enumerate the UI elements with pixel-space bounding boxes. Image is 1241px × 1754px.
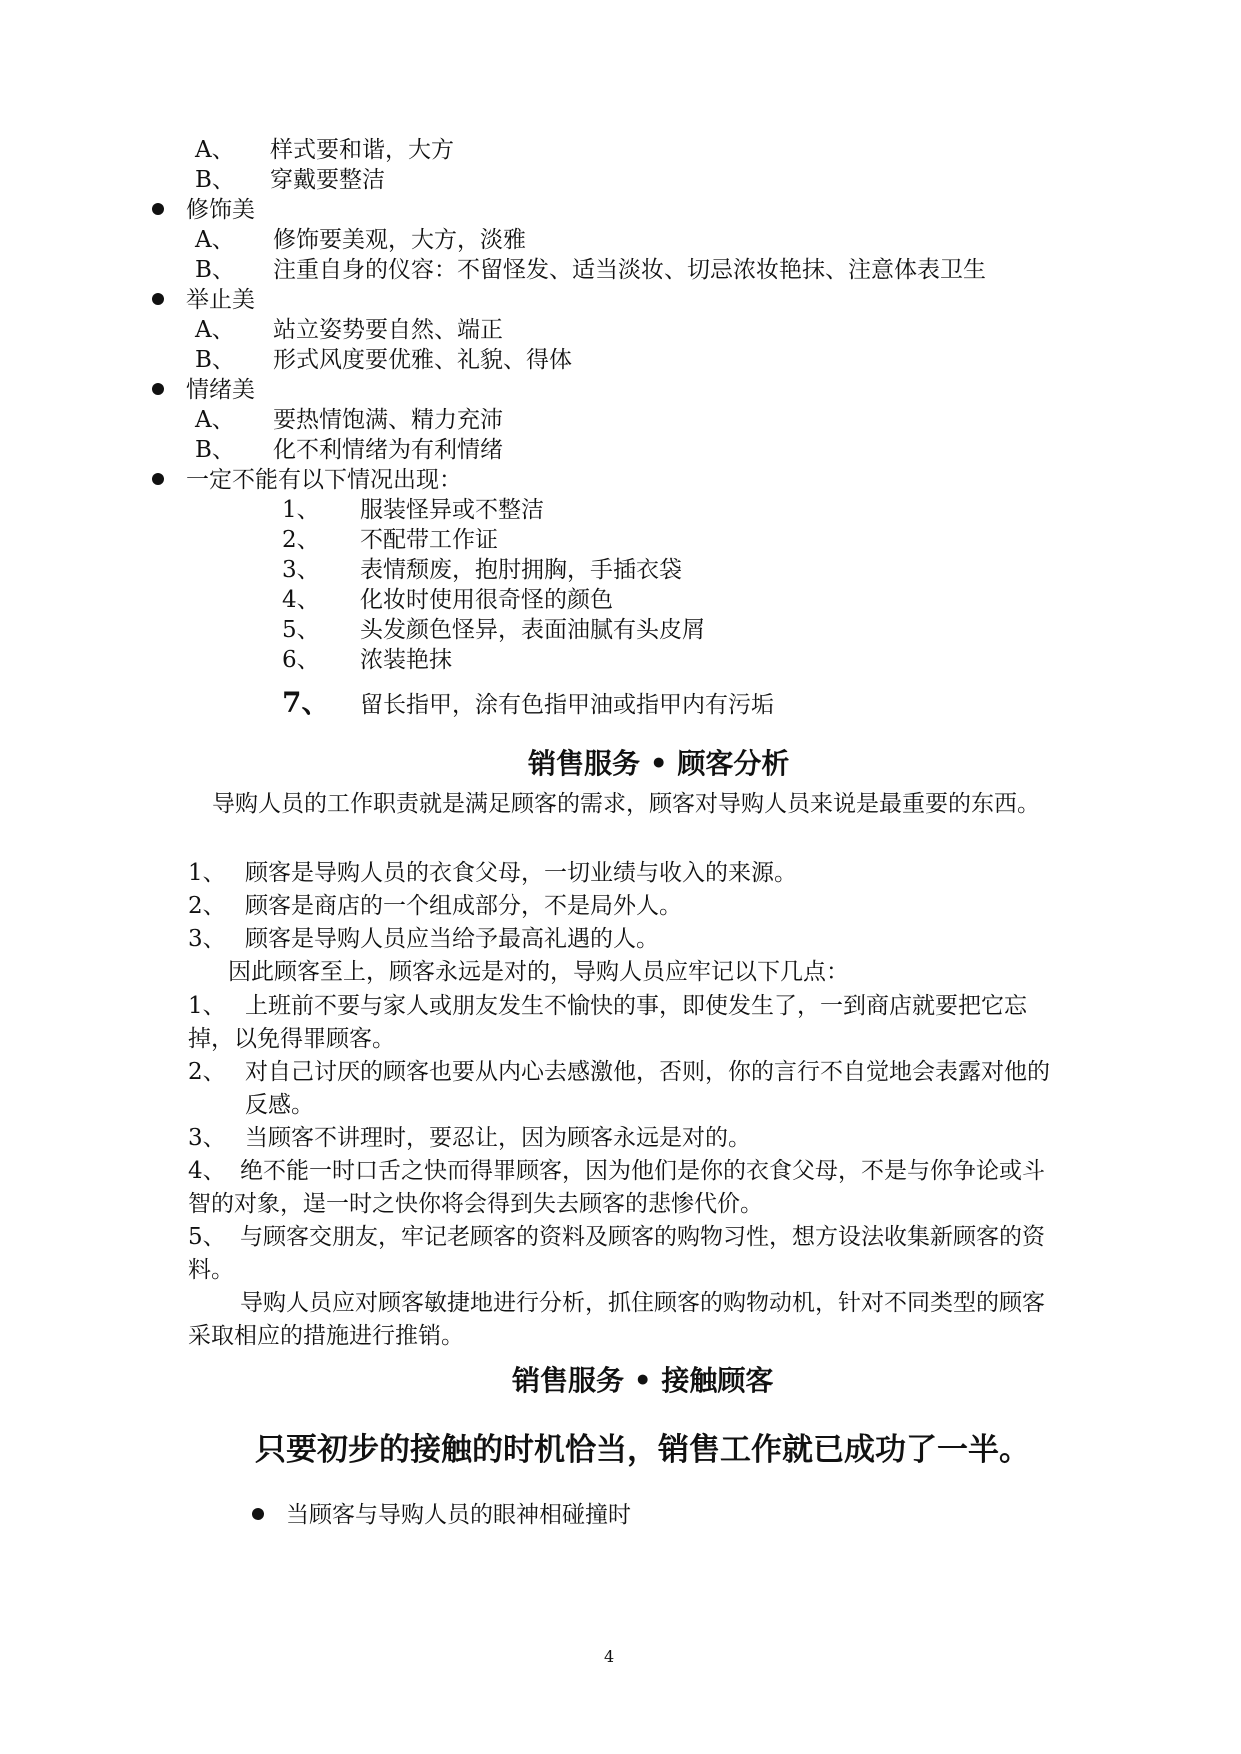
item-marker: B、 <box>195 347 235 373</box>
list-item <box>195 255 986 285</box>
list-item <box>188 858 797 888</box>
bullet-dot-icon <box>152 293 164 305</box>
item-text: 修饰美 <box>186 197 255 223</box>
bullet-heading <box>152 195 255 225</box>
section-heading: 销售服务 • 接触顾客 <box>512 1364 774 1397</box>
bullet-dot-icon <box>152 473 164 485</box>
item-text: 情绪美 <box>186 377 255 403</box>
item-marker: 1、 <box>188 993 226 1019</box>
item-text: 站立姿势要自然、端正 <box>273 317 503 343</box>
item-text: 形式风度要优雅、礼貌、得体 <box>273 347 572 373</box>
item-marker: 7、 <box>282 686 330 719</box>
item-text: 表情颓废，抱肘拥胸，手插衣袋 <box>360 557 682 583</box>
list-item <box>282 645 452 675</box>
item-marker: 3、 <box>188 926 226 952</box>
page-number: 4 <box>604 1647 615 1666</box>
list-item <box>282 585 613 615</box>
item-marker: B、 <box>195 437 235 463</box>
list-item <box>282 555 682 585</box>
item-marker: A、 <box>195 227 235 253</box>
item-marker: 3、 <box>282 557 320 583</box>
item-marker: B、 <box>195 167 235 193</box>
list-item <box>282 495 544 525</box>
rule-item <box>188 990 1053 1056</box>
item-text: 留长指甲，涂有色指甲油或指甲内有污垢 <box>360 692 774 718</box>
paragraph: 导购人员的工作职责就是满足顾客的需求，顾客对导购人员来说是最重要的东西。 <box>212 791 1040 817</box>
item-text: 举止美 <box>186 287 255 313</box>
item-marker: 1、 <box>188 860 226 886</box>
item-marker: 2、 <box>188 893 226 919</box>
list-item <box>195 405 503 435</box>
slogan: 只要初步的接触的时机恰当，销售工作就已成功了一半。 <box>255 1432 1030 1468</box>
section-heading: 销售服务 • 顾客分析 <box>528 747 790 780</box>
item-marker: B、 <box>195 257 235 283</box>
bullet-dot-icon <box>252 1508 264 1520</box>
item-text: 头发颜色怪异，表面油腻有头皮屑 <box>360 617 705 643</box>
item-text: 上班前不要与家人或朋友发生不愉快的事，即使发生了，一到商店就要把它忘掉，以免得罪顾客。 <box>188 993 1027 1052</box>
list-item <box>195 135 454 165</box>
item-text: 对自己讨厌的顾客也要从内心去感激他，否则，你的言行不自觉地会表露对他的反感。 <box>245 1059 1050 1118</box>
item-text: 穿戴要整洁 <box>270 167 385 193</box>
item-marker: 4、 <box>282 587 320 613</box>
item-marker: A、 <box>195 317 235 343</box>
paragraph: 因此顾客至上，顾客永远是对的，导购人员应牢记以下几点： <box>228 959 849 985</box>
bullet-item <box>252 1500 631 1530</box>
item-marker: A、 <box>195 137 235 163</box>
bullet-heading <box>152 465 462 495</box>
rule-item <box>188 1056 1053 1122</box>
bullet-heading <box>152 375 255 405</box>
item-text: 不配带工作证 <box>360 527 498 553</box>
item-marker: 5、 <box>188 1224 226 1250</box>
item-marker: 5、 <box>282 617 320 643</box>
list-item <box>188 891 682 921</box>
item-text: 当顾客不讲理时，要忍让，因为顾客永远是对的。 <box>245 1125 751 1151</box>
list-item <box>195 315 503 345</box>
item-text: 要热情饱满、精力充沛 <box>273 407 503 433</box>
bullet-dot-icon <box>152 203 164 215</box>
item-marker: 3、 <box>188 1125 226 1151</box>
list-item <box>282 688 774 720</box>
item-text: 浓装艳抹 <box>360 647 452 673</box>
bullet-dot-icon <box>152 383 164 395</box>
item-text: 与顾客交朋友，牢记老顾客的资料及顾客的购物习性，想方设法收集新顾客的资料。 <box>188 1224 1045 1283</box>
rule-item <box>188 1155 1053 1221</box>
bullet-heading <box>152 285 255 315</box>
item-marker: 6、 <box>282 647 320 673</box>
rule-item <box>188 1122 1053 1155</box>
item-marker: 2、 <box>282 527 320 553</box>
item-marker: 1、 <box>282 497 320 523</box>
list-item <box>195 165 385 195</box>
list-item <box>195 435 503 465</box>
item-text: 顾客是导购人员的衣食父母，一切业绩与收入的来源。 <box>245 860 797 886</box>
item-text: 服装怪异或不整洁 <box>360 497 544 523</box>
item-text: 顾客是商店的一个组成部分，不是局外人。 <box>245 893 682 919</box>
item-marker: A、 <box>195 407 235 433</box>
list-item <box>282 615 705 645</box>
item-marker: 4、 <box>188 1158 226 1184</box>
rule-item <box>188 1221 1053 1287</box>
item-marker: 2、 <box>188 1059 226 1085</box>
item-text: 一定不能有以下情况出现： <box>186 467 462 493</box>
item-text: 注重自身的仪容：不留怪发、适当淡妆、切忌浓妆艳抹、注意体表卫生 <box>273 257 986 283</box>
item-text: 化不利情绪为有利情绪 <box>273 437 503 463</box>
item-text: 化妆时使用很奇怪的颜色 <box>360 587 613 613</box>
list-item <box>188 924 659 954</box>
list-item <box>282 525 498 555</box>
item-text: 顾客是导购人员应当给予最高礼遇的人。 <box>245 926 659 952</box>
paragraph: 导购人员应对顾客敏捷地进行分析，抓住顾客的购物动机，针对不同类型的顾客采取相应的措施进行推销。 <box>188 1290 1045 1349</box>
item-text: 样式要和谐，大方 <box>270 137 454 163</box>
list-item <box>195 345 572 375</box>
item-text: 当顾客与导购人员的眼神相碰撞时 <box>286 1502 631 1528</box>
item-text: 修饰要美观，大方，淡雅 <box>273 227 526 253</box>
list-item <box>195 225 526 255</box>
item-text: 绝不能一时口舌之快而得罪顾客，因为他们是你的衣食父母，不是与你争论或斗智的对象，逞一时之快你将会得到失去顾客的悲惨代价。 <box>188 1158 1045 1217</box>
